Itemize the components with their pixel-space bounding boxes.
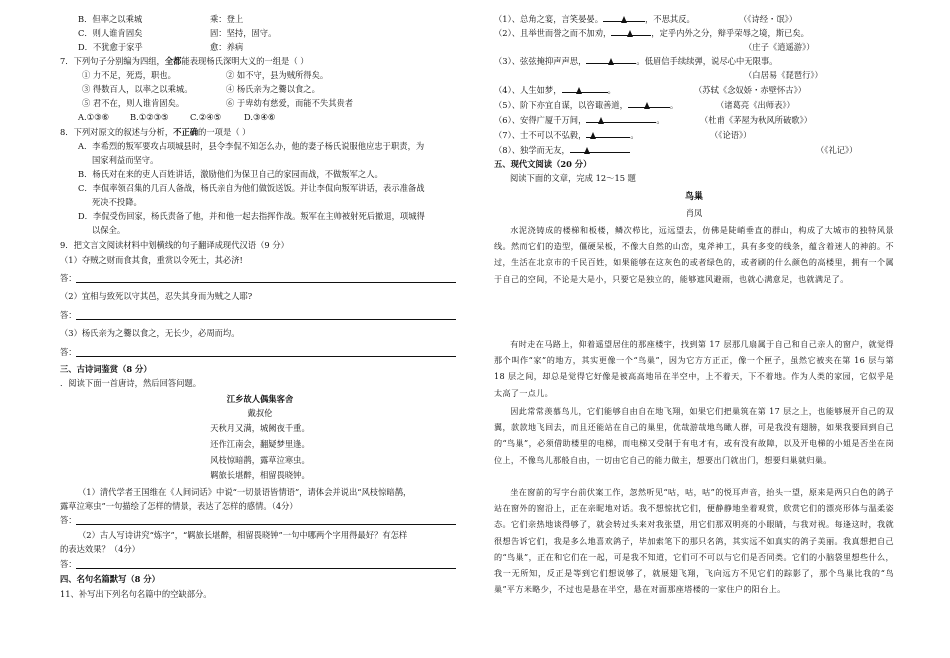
- q9-item-1: （1）夺贼之财而食其食，重赏以令死士，其必济!: [60, 255, 243, 265]
- fill-blank[interactable]: [586, 115, 656, 123]
- essay-paragraph: 有时走在马路上，仰着遥望居住的那座楼宇，找到第 17 层那几扇属于自己和自己亲人的窗户，就觉得那个叫作“家”的地方，其实更像一个“鸟巢”，因为它方方正正，像一个匣子，虽然它被夹在第 16 层与第 18 层之间，却总是觉得它好像是被高高地吊在半空中，上不着天，下不着地。作为人类的家园，它似乎是太高了一点儿。: [494, 339, 894, 398]
- answer-line[interactable]: [76, 319, 456, 320]
- essay-title: 鸟巢: [684, 192, 703, 202]
- section-3-intro: ．阅读下面一首唐诗，然后回答问题。: [60, 378, 202, 388]
- answer-label: 答：: [60, 273, 77, 283]
- answer-label: 答：: [60, 559, 77, 569]
- q9-item-2: （2）宜相与致死以守其邑，忍失其身而为贼之人耶?: [60, 291, 253, 301]
- section-3-heading: 三、古诗词鉴赏（8 分）: [60, 364, 152, 374]
- fill-source: （白居易《琵琶行》）: [744, 70, 823, 80]
- essay-paragraph: 因此常常羡慕鸟儿，它们能够自由自在地飞翔，如果它们把巢筑在第 17 层之上，也能够展开自己的双翼，款款地飞回去，而且还能站在自己的巢里，优哉游哉地鸟瞰人群，可是我没有翅膀，如果我要回到自己的“鸟巢”，必须借助楼里的电梯，而电梯又受制于有电才有，或有没有故障，以及开电梯的小姐是否坐在岗位上，不像鸟儿那般自由，一切由它自己的能力做主，想要出门就出门，想要归巢就归巢。: [494, 406, 894, 465]
- answer-line[interactable]: [76, 282, 456, 283]
- fill-blank[interactable]: [562, 85, 608, 93]
- q9-title: 9．把文言文阅读材料中划横线的句子翻译成现代汉语（9 分）: [60, 240, 289, 250]
- q8-line: A．李希烈的叛军要攻占项城县时，县令李侃不知怎么办，他的妻子杨氏说服他应忠于职责，为: [78, 141, 425, 151]
- fill-item-1: （1）、总角之宴，言笑晏晏。 ，不思其反。 （《诗经・氓》）: [494, 14, 798, 24]
- answer-label: 答：: [60, 347, 77, 357]
- poem-author: 戴叔伦: [247, 408, 273, 418]
- fill-blank[interactable]: [611, 28, 651, 36]
- q8-line: D．李侃受伤回家，杨氏责备了他，并和他一起去指挥作战。叛军在主帅被射死后撤退，项城得: [78, 211, 425, 221]
- fill-blank[interactable]: [603, 14, 645, 22]
- q6-option-c: C．则人谁肯固矣 固：坚持，固守。: [78, 28, 277, 38]
- fill-blank[interactable]: [586, 130, 630, 138]
- q8-line: C．李侃率领召集的几百人备战，杨氏亲自为他们做饭送饭。并让李侃向叛军讲话，表示准备战: [78, 183, 425, 193]
- q7-item-row: ① 力不足，死焉，职也。 ② 如不守，县为贼所得矣。: [82, 70, 329, 80]
- fill-item-2: （2）、且举世而誉之而不加劝， ，定乎内外之分，辩乎荣辱之境，斯已矣。: [494, 28, 809, 38]
- q10-2-line: 的表达效果？（4分）: [60, 544, 140, 554]
- fill-source: （庄子《逍遥游》）: [744, 42, 815, 52]
- q7-stem: 7．下列句子分别编为四组，全都能表现杨氏深明大义的一组是（ ）: [60, 56, 309, 66]
- essay-paragraph: 坐在窗前的写字台前伏案工作，忽然听见“咕，咕，咕”的悦耳声音，抬头一望，原来是两只白色的鸽子站在窗外的窗沿上，正在亲昵地对话。我不想惊扰它们，便静静地坐着观赏，欣赏它们的漂亮形体与温柔姿态。它们亲热地谈得够了，就会转过头来对我张望，用它们那双明亮的小眼睛，与我对视。每逢这时，我就很想告诉它们，我是多么地喜欢鸽子，毕加索笔下的那只名鸽，其实远不如真实的鸽子美丽。我真想把自己的“鸟巢”，正在和它们在一起，可是我不知道，它们可不可以与它们是否同类。它们的小脑袋里想些什么，我一无所知，反正是等到它们想说够了，就展翅飞翔，飞向远方不见它们的踪影了，那个鸟巢比我的“鸟巢”平方米略少，不过也是悬在半空，悬在对面那座塔楼的一家住户的阳台上。: [494, 487, 894, 595]
- fill-item-7: （7）、士不可以不弘毅， 。 （《论语》）: [494, 130, 752, 140]
- q6-option-b: B．但率之以乘城 乘：登上: [78, 14, 244, 24]
- answer-label: 答：: [60, 515, 77, 525]
- fill-item-8: （8）、独学而无友， （《礼记》）: [494, 145, 858, 155]
- q7-item-row: ⑤ 君不在，则人谁肯固矣。 ⑥ 于卑幼有慈爱，而能不失其贵者: [82, 98, 354, 108]
- poem-line: 天秋月又满，城阙夜千重。: [210, 423, 310, 433]
- section-5-heading: 五、现代文阅读（20 分）: [494, 159, 592, 169]
- fill-item-3: （3）、弦弦掩抑声声思， 。低眉信手续续弹，说尽心中无限事。: [494, 56, 778, 66]
- essay-author: 肖凤: [685, 208, 703, 218]
- q7-choices: A.①③⑥ B.①②③⑤ C.②④⑤ D.③④⑥: [78, 112, 276, 122]
- fill-blank[interactable]: [570, 145, 630, 153]
- poem-title: 江乡故人偶集客舍: [226, 394, 294, 404]
- section-5-intro: 阅读下面的文章，完成 12～15 题: [510, 173, 636, 183]
- q8-line: 死决不投降。: [92, 197, 142, 207]
- q11-stem: 11、补写出下列名句名篇中的空缺部分。: [60, 589, 212, 599]
- q8-stem: 8．下列对原文的叙述与分析，不正确的一项是（ ）: [60, 127, 251, 137]
- poem-line: 风枝惊暗鹊，露草泣寒虫。: [210, 454, 310, 465]
- poem-line: 羁旅长堪醉，相留畏晓钟。: [210, 470, 310, 481]
- answer-line[interactable]: [76, 356, 456, 357]
- q9-item-3: （3）杨氏亲为之爨以食之，无长少，必周而均。: [60, 328, 240, 338]
- fill-blank[interactable]: [628, 100, 670, 108]
- answer-line[interactable]: [76, 524, 456, 525]
- answer-label: 答：: [60, 310, 77, 320]
- q10-1-line: 露草泣寒虫”一句描绘了怎样的情景，表达了怎样的感情。（4分）: [60, 501, 298, 511]
- q6-option-d: D．不犹愈于家乎 愈：养病: [78, 42, 244, 52]
- q8-line: 国家利益而坚守。: [92, 155, 159, 165]
- q10-2-line: （2）古人写诗讲究“炼字”，“羁旅长堪醉，相留畏晓钟”一句中哪两个字用得最好？有怎样: [78, 530, 408, 540]
- q10-1-line: （1）清代学者王国维在《人间词话》中说“一切景语皆情语”，请体会并说出“风枝惊暗鹊，: [78, 487, 412, 497]
- fill-blank[interactable]: [586, 56, 636, 64]
- q8-line: B．杨氏对在来的吏人百姓讲话，激励他们为保卫自己的家园而战，不做叛军之人。: [78, 169, 383, 179]
- answer-line[interactable]: [76, 568, 456, 569]
- fill-item-6: （6）、安得广厦千万间， 。 （杜甫《茅屋为秋风所破歌》）: [494, 115, 813, 125]
- section-4-heading: 四、名句名篇默写（8 分）: [60, 574, 160, 584]
- essay-paragraph: 水泥浇铸成的楼梯和板楼，鳞次栉比，远远望去，仿佛是陡峭垂直的群山，构成了大城市的独特风景线。然而它们的造型，僵硬呆板，不像大自然的山峦，鬼斧神工，具有多变的线条，蕴含着迷人的神韵。不过，生活在北京市的千民百姓，如果能够在这灰色的或者绿色的，或者刷的什么颜色的高楼里，拥有一个属于自己的空间，不论是大是小，只要它是独立的，能够遮风避雨，也就心满意足，也就满足了。: [494, 225, 894, 284]
- fill-item-4: （4）、人生如梦， 。 （苏轼《念奴娇・赤壁怀古》）: [494, 85, 807, 95]
- poem-body: [60, 421, 460, 484]
- q8-line: 以保全。: [92, 225, 126, 235]
- q7-item-row: ③ 得数百人，以率之以乘城。 ④ 杨氏亲为之爨以食之。: [82, 84, 320, 94]
- poem-line: 还作江南会，翻疑梦里逢。: [210, 438, 310, 449]
- fill-item-5: （5）、阶下亦宜自谋，以咨诹善道， 。 （诸葛亮《出师表》）: [494, 100, 795, 110]
